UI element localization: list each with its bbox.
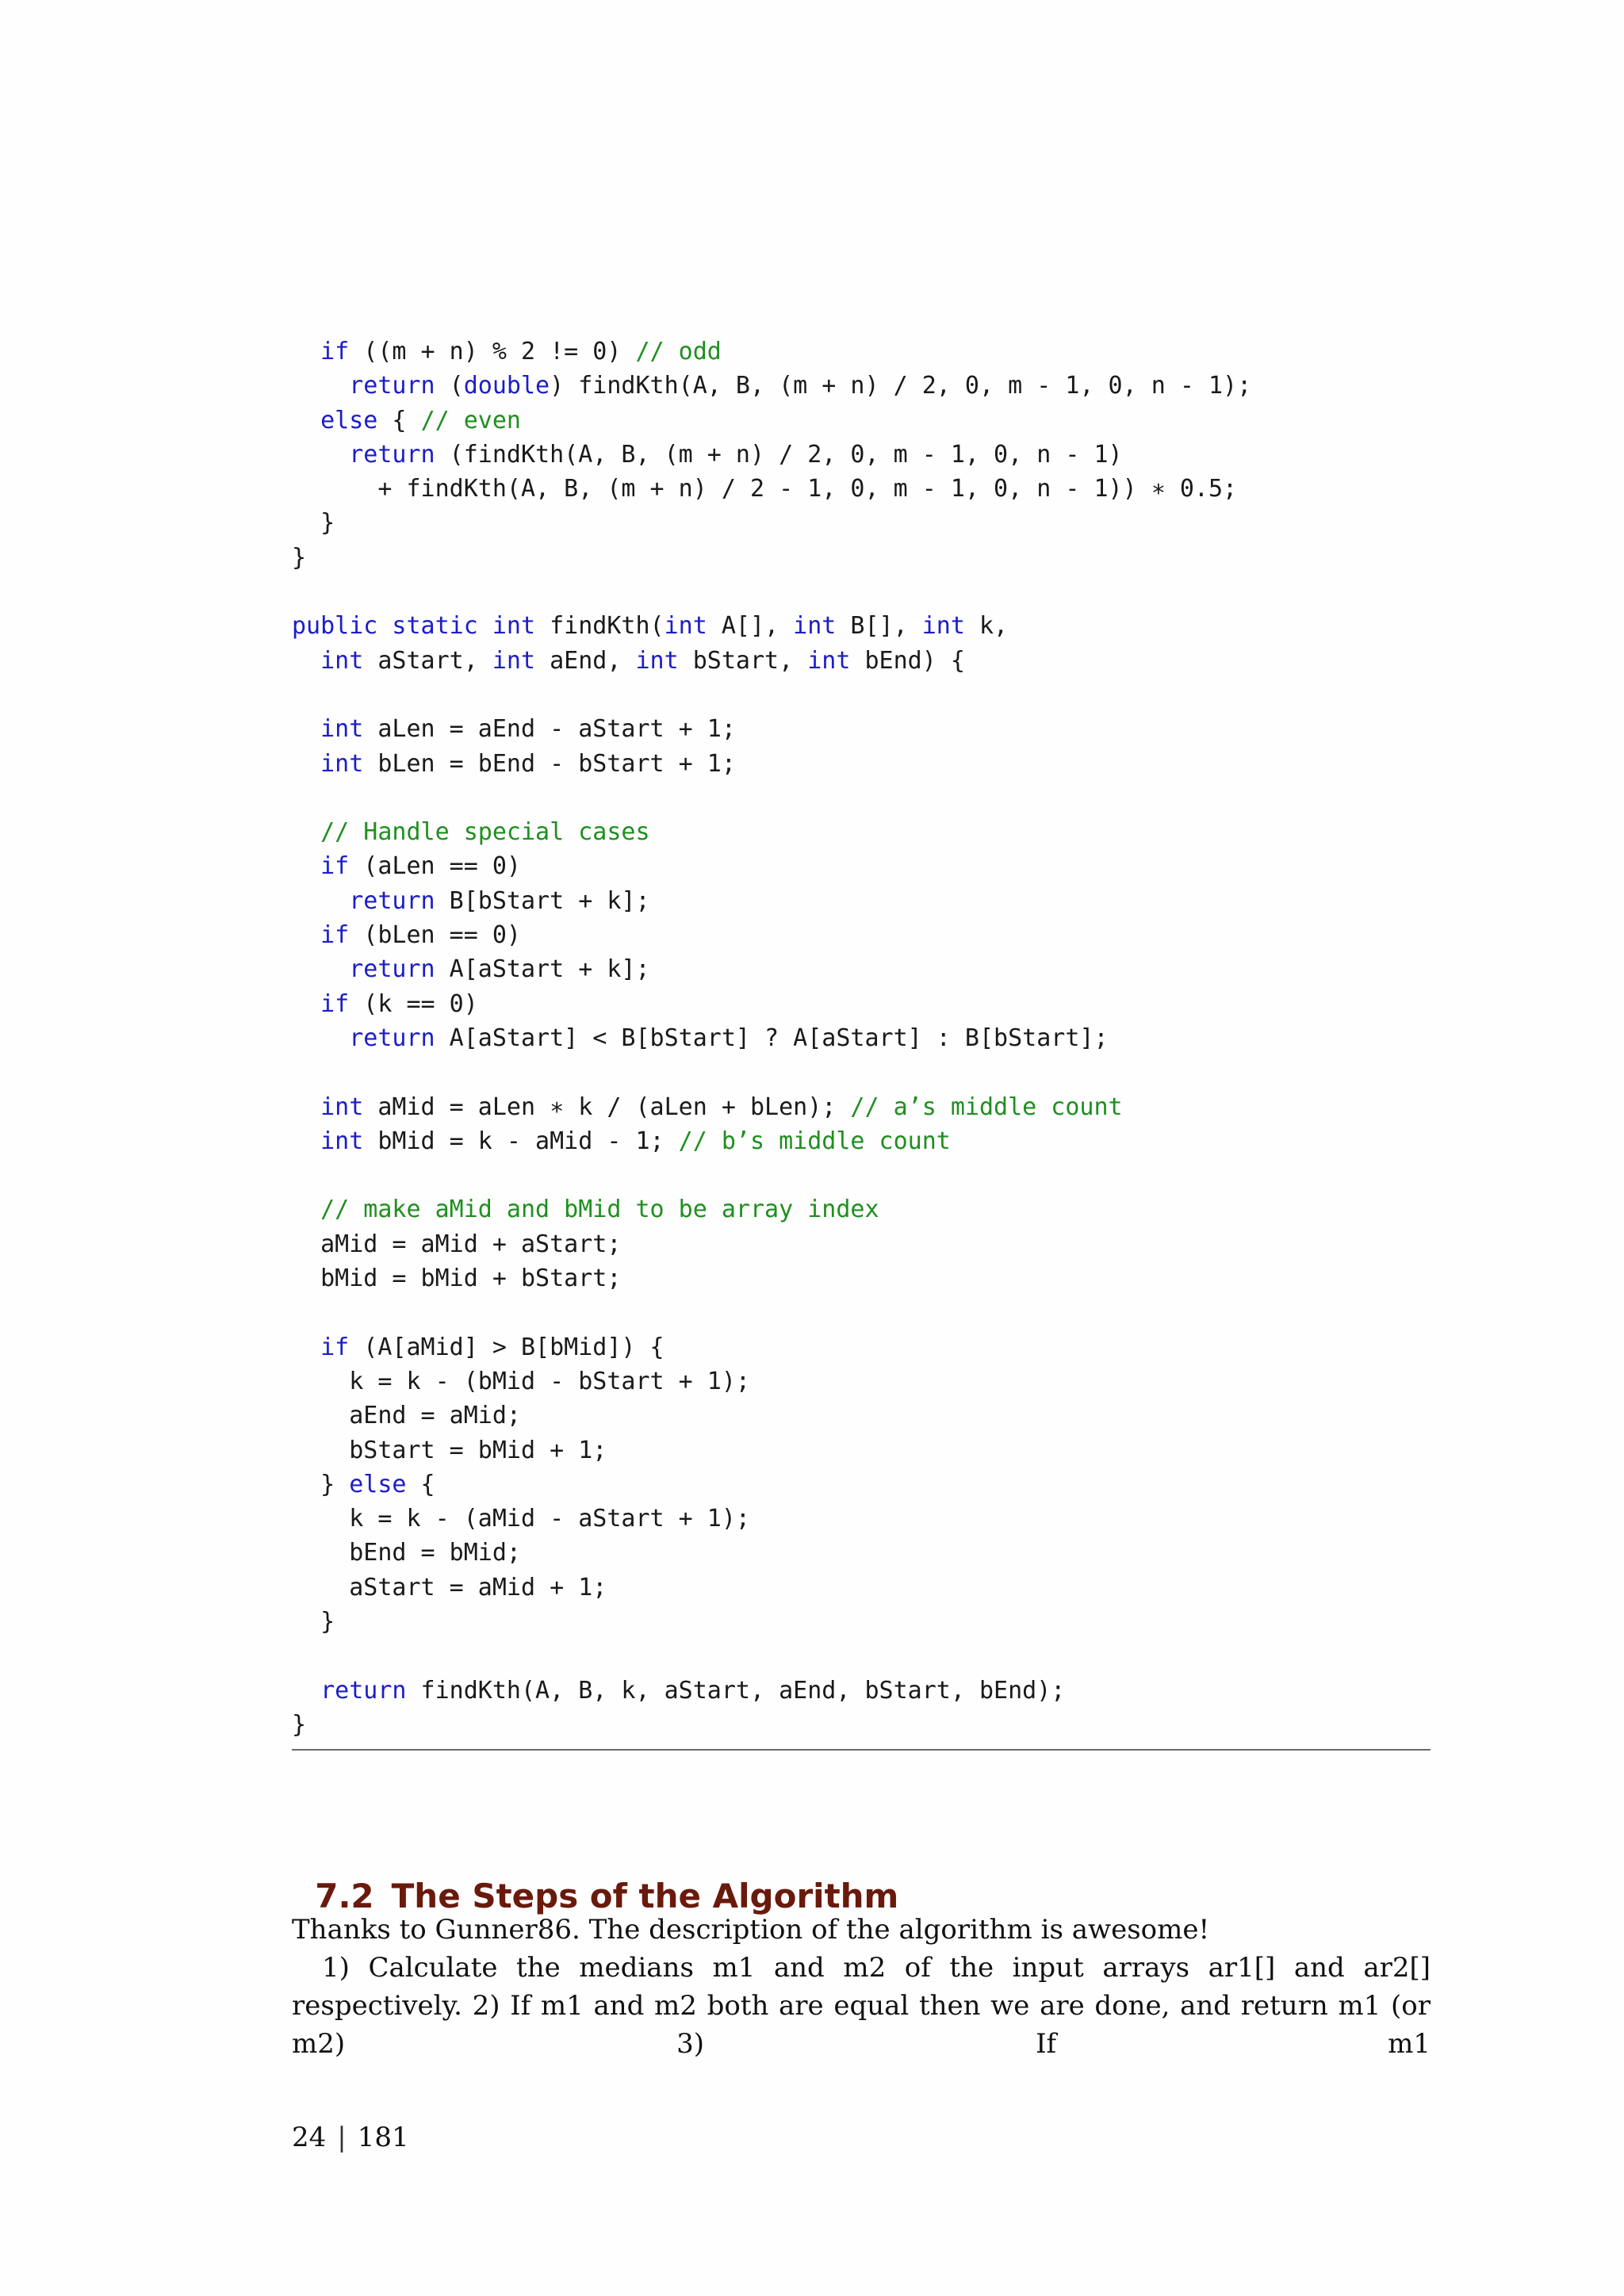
- code-keyword: return: [349, 886, 435, 915]
- code-text: }: [292, 543, 307, 572]
- code-line: [292, 1502, 1431, 1536]
- code-comment: // odd: [635, 338, 722, 365]
- code-keyword: else: [349, 1470, 407, 1498]
- code-text: aMid = aMid + aStart;: [292, 1230, 622, 1258]
- code-text: [292, 715, 320, 743]
- code-text: [292, 1677, 320, 1705]
- code-text: + findKth(A, B, (m + n) / 2 - 1, 0, m - 1, 0, n - 1)) ∗ 0.5;: [292, 475, 1238, 503]
- code-line: [292, 1090, 1431, 1124]
- code-keyword: if: [320, 852, 350, 881]
- code-line: [292, 1571, 1431, 1605]
- code-comment: // even: [420, 406, 521, 434]
- code-keyword: int: [664, 612, 707, 641]
- code-keyword: return: [349, 1024, 435, 1052]
- code-line: [292, 575, 1431, 609]
- code-line: [292, 369, 1431, 403]
- code-text: aMid = aLen ∗ k / (aLen + bLen);: [363, 1093, 851, 1121]
- code-line: [292, 1261, 1431, 1295]
- code-text: [292, 407, 320, 434]
- code-line: [292, 1364, 1431, 1399]
- code-line: [292, 987, 1431, 1021]
- code-line: [292, 1674, 1431, 1708]
- code-text: {: [377, 406, 421, 434]
- code-text: [292, 1196, 320, 1223]
- code-text: (k == 0): [349, 989, 478, 1018]
- code-line: [292, 541, 1431, 575]
- code-line: [292, 1055, 1431, 1089]
- code-text: [292, 921, 320, 949]
- section-title: The Steps of the Algorithm: [391, 1877, 899, 1915]
- code-listing: [292, 335, 1431, 1742]
- code-keyword: int: [807, 646, 851, 675]
- code-bottom-rule: [292, 1749, 1431, 1751]
- code-text: bStart = bMid + 1;: [292, 1436, 607, 1464]
- code-text: ) findKth(A, B, (m + n) / 2, 0, m - 1, 0, n - 1);: [550, 372, 1252, 400]
- code-text: B[],: [836, 612, 922, 641]
- page-separator: |: [337, 2122, 347, 2153]
- code-line: [292, 1399, 1431, 1433]
- code-line: [292, 335, 1431, 369]
- code-line: [292, 918, 1431, 952]
- code-line: [292, 678, 1431, 712]
- code-text: (A[aMid] > B[bMid]) {: [349, 1333, 665, 1361]
- code-keyword: int: [921, 612, 965, 641]
- code-line: [292, 644, 1431, 678]
- code-text: [292, 955, 349, 983]
- code-text: B[bStart + k];: [435, 886, 650, 915]
- code-text: [292, 852, 320, 880]
- code-line: [292, 472, 1431, 506]
- code-text: A[aStart + k];: [435, 955, 650, 984]
- code-text: [292, 990, 320, 1018]
- code-line: [292, 1227, 1431, 1261]
- code-line: [292, 609, 1431, 643]
- code-comment: // Handle special cases: [320, 818, 650, 847]
- section-number: 7.2: [315, 1877, 374, 1915]
- code-keyword: int: [320, 646, 364, 675]
- section-heading: [292, 1838, 898, 1915]
- code-line: [292, 815, 1431, 849]
- code-text: bLen = bEnd - bStart + 1;: [363, 749, 736, 778]
- code-text: (: [435, 372, 464, 400]
- code-text: aStart = aMid + 1;: [292, 1573, 607, 1601]
- code-text: (aLen == 0): [349, 852, 521, 881]
- page-total: 181: [357, 2122, 409, 2153]
- code-line: [292, 438, 1431, 472]
- code-text: aEnd = aMid;: [292, 1402, 521, 1430]
- code-keyword: int: [320, 715, 364, 744]
- code-text: A[aStart] < B[bStart] ? A[aStart] : B[bStart];: [435, 1024, 1109, 1052]
- code-text: (bLen == 0): [349, 921, 521, 950]
- code-text: A[],: [707, 612, 794, 641]
- code-text: k = k - (bMid - bStart + 1);: [292, 1367, 750, 1395]
- code-text: aLen = aEnd - aStart + 1;: [363, 715, 736, 744]
- code-text: [292, 750, 320, 778]
- code-text: findKth(: [535, 612, 665, 641]
- code-keyword: int: [320, 749, 364, 778]
- code-comment: // a’s middle count: [850, 1093, 1123, 1121]
- code-text: [292, 1093, 320, 1121]
- code-keyword: if: [320, 338, 350, 365]
- code-text: k,: [964, 612, 1009, 641]
- code-text: [292, 1024, 349, 1052]
- code-keyword: return: [349, 955, 435, 984]
- code-text: [292, 338, 320, 365]
- code-text: [292, 372, 349, 400]
- code-text: }: [292, 1607, 335, 1636]
- code-text: [292, 441, 349, 469]
- code-text: (findKth(A, B, (m + n) / 2, 0, m - 1, 0, n - 1): [435, 440, 1123, 469]
- code-text: bMid = k - aMid - 1;: [363, 1127, 679, 1155]
- code-text: [292, 1334, 320, 1361]
- code-keyword: int: [492, 646, 536, 675]
- paragraph-thanks: Thanks to Gunner86. The description of the algorithm is awesome!: [292, 1914, 1210, 1946]
- paragraph-steps: 1) Calculate the medians m1 and m2 of the input arrays ar1[] and ar2[] respectively. 2) If m1 and m2 both are equal then we are done, and return m1 (or m2) 3) If m1: [292, 1952, 1431, 2060]
- body-text: [292, 1911, 1431, 2063]
- code-keyword: int: [320, 1127, 364, 1155]
- code-line: [292, 1639, 1431, 1673]
- page-footer: [292, 2122, 409, 2153]
- code-line: [292, 1605, 1431, 1639]
- page-number: 24: [292, 2122, 327, 2153]
- code-text: aEnd,: [535, 646, 636, 675]
- code-text: }: [292, 509, 335, 538]
- code-line: [292, 1708, 1431, 1742]
- code-keyword: public static int: [292, 612, 536, 641]
- code-keyword: return: [349, 440, 435, 469]
- code-keyword: if: [320, 921, 350, 950]
- code-text: k = k - (aMid - aStart + 1);: [292, 1505, 750, 1533]
- code-text: [292, 887, 349, 915]
- code-text: bEnd) {: [850, 646, 965, 675]
- code-line: [292, 1124, 1431, 1158]
- code-text: [292, 818, 320, 846]
- code-text: {: [406, 1470, 435, 1498]
- code-line: [292, 952, 1431, 986]
- code-line: [292, 506, 1431, 540]
- code-text: bEnd = bMid;: [292, 1539, 521, 1567]
- code-line: [292, 712, 1431, 746]
- code-keyword: int: [793, 612, 837, 641]
- code-line: [292, 1158, 1431, 1192]
- code-text: bStart,: [678, 646, 808, 675]
- code-keyword: else: [320, 406, 378, 434]
- code-text: }: [292, 1470, 350, 1498]
- code-line: [292, 849, 1431, 883]
- code-line: [292, 1433, 1431, 1468]
- code-line: [292, 884, 1431, 918]
- code-comment: // make aMid and bMid to be array index: [320, 1196, 879, 1224]
- code-line: [292, 1536, 1431, 1570]
- code-text: [292, 1127, 320, 1155]
- code-keyword: double: [463, 372, 550, 400]
- code-line: [292, 404, 1431, 438]
- code-keyword: int: [635, 646, 679, 675]
- code-keyword: return: [320, 1676, 407, 1705]
- code-text: bMid = bMid + bStart;: [292, 1265, 622, 1293]
- code-line: [292, 1468, 1431, 1502]
- code-text: aStart,: [363, 646, 492, 675]
- code-text: ((m + n) % 2 != 0): [349, 338, 636, 365]
- code-text: [292, 647, 320, 675]
- code-line: [292, 747, 1431, 781]
- code-line: [292, 781, 1431, 815]
- code-keyword: if: [320, 989, 350, 1018]
- code-text: }: [292, 1710, 307, 1739]
- code-line: [292, 1192, 1431, 1226]
- code-keyword: int: [320, 1093, 364, 1121]
- code-line: [292, 1021, 1431, 1055]
- code-text: findKth(A, B, k, aStart, aEnd, bStart, bEnd);: [406, 1676, 1066, 1705]
- code-comment: // b’s middle count: [678, 1127, 951, 1155]
- code-keyword: if: [320, 1333, 350, 1361]
- code-line: [292, 1330, 1431, 1364]
- code-line: [292, 1295, 1431, 1330]
- code-keyword: return: [349, 372, 435, 400]
